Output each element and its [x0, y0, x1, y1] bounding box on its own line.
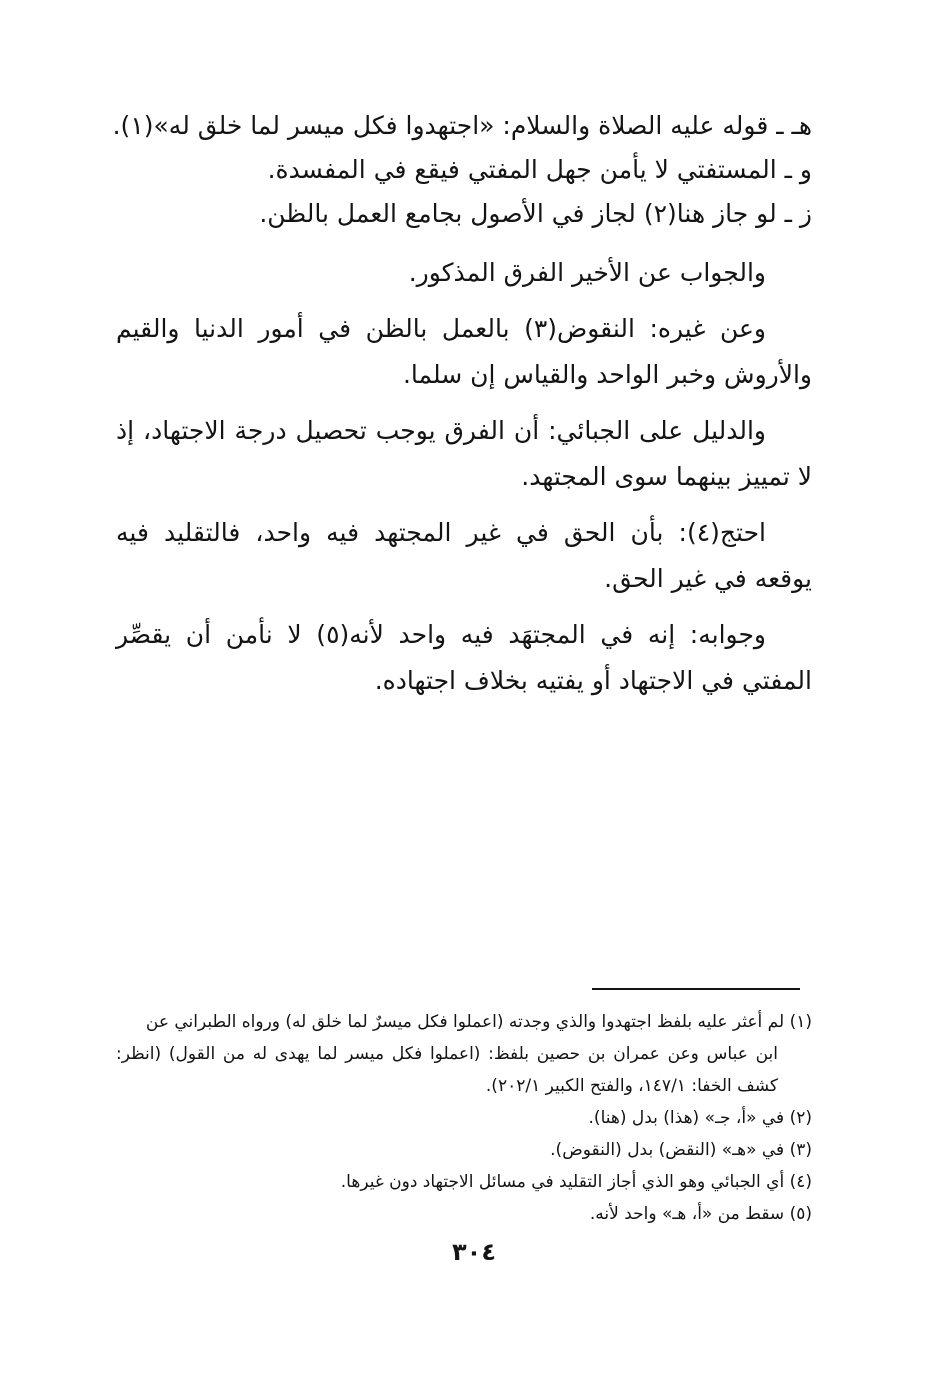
- footnote-1-continuation: ابن عباس وعن عمران بن حصين بلفظ: (اعملوا فكل ميسر لما يهدى له من القول) (انظر: كشف الخفا: ١٤٧/١، والفتح الكبير ٢٠٢/١).: [116, 1044, 778, 1096]
- footnote-2: (٢) في «أ، جـ» (هذا) بدل (هنا).: [588, 1108, 812, 1128]
- footnote-5: (٥) سقط من «أ، هـ» واحد لأنه.: [589, 1204, 812, 1224]
- paragraph-reply: وجوابه: إنه في المجتهَد فيه واحد لأنه(٥) لا نأمن أن يقصِّر المفتي في الاجتهاد أو يفتيه بخلاف اجتهاده.: [116, 620, 812, 695]
- footnotes: [116, 1006, 812, 1230]
- paragraph-evidence-jubbai: والدليل على الجبائي: أن الفرق يوجب تحصيل درجة الاجتهاد، إذ لا تمييز بينهما سوى المجتهد.: [116, 416, 812, 491]
- paragraph-answer-last: والجواب عن الأخير الفرق المذكور.: [408, 258, 766, 287]
- list-item-w: و ـ المستفتي لا يأمن جهل المفتي فيقع في المفسدة.: [267, 155, 812, 184]
- footnote-4: (٤) أي الجبائي وهو الذي أجاز التقليد في مسائل الاجتهاد دون غيرها.: [340, 1172, 812, 1192]
- paragraph-answer-others: وعن غيره: النقوض(٣) بالعمل بالظن في أمور الدنيا والقيم والأروش وخبر الواحد والقياس إن سلما.: [116, 314, 812, 389]
- list-item-h: هـ ـ قوله عليه الصلاة والسلام: «اجتهدوا فكل ميسر لما خلق له»(١).: [112, 111, 812, 140]
- footnote-1-lead: (١) لم أعثر عليه بلفظ اجتهدوا والذي وجدته (اعملوا فكل ميسرٌ لما خلق له) ورواه الطبراني عن: [145, 1012, 812, 1032]
- footnote-1: [116, 1006, 812, 1102]
- list-item-z: ز ـ لو جاز هنا(٢) لجاز في الأصول بجامع العمل بالظن.: [259, 199, 812, 228]
- paragraph-argument: احتج(٤): بأن الحق في غير المجتهد فيه واحد، فالتقليد فيه يوقعه في غير الحق.: [116, 518, 812, 593]
- main-text: [112, 104, 812, 704]
- footnote-3: (٣) في «هـ» (النقض) بدل (النقوض).: [550, 1140, 812, 1160]
- page-number: ٣٠٤: [452, 1238, 496, 1266]
- footnote-divider: [592, 988, 800, 990]
